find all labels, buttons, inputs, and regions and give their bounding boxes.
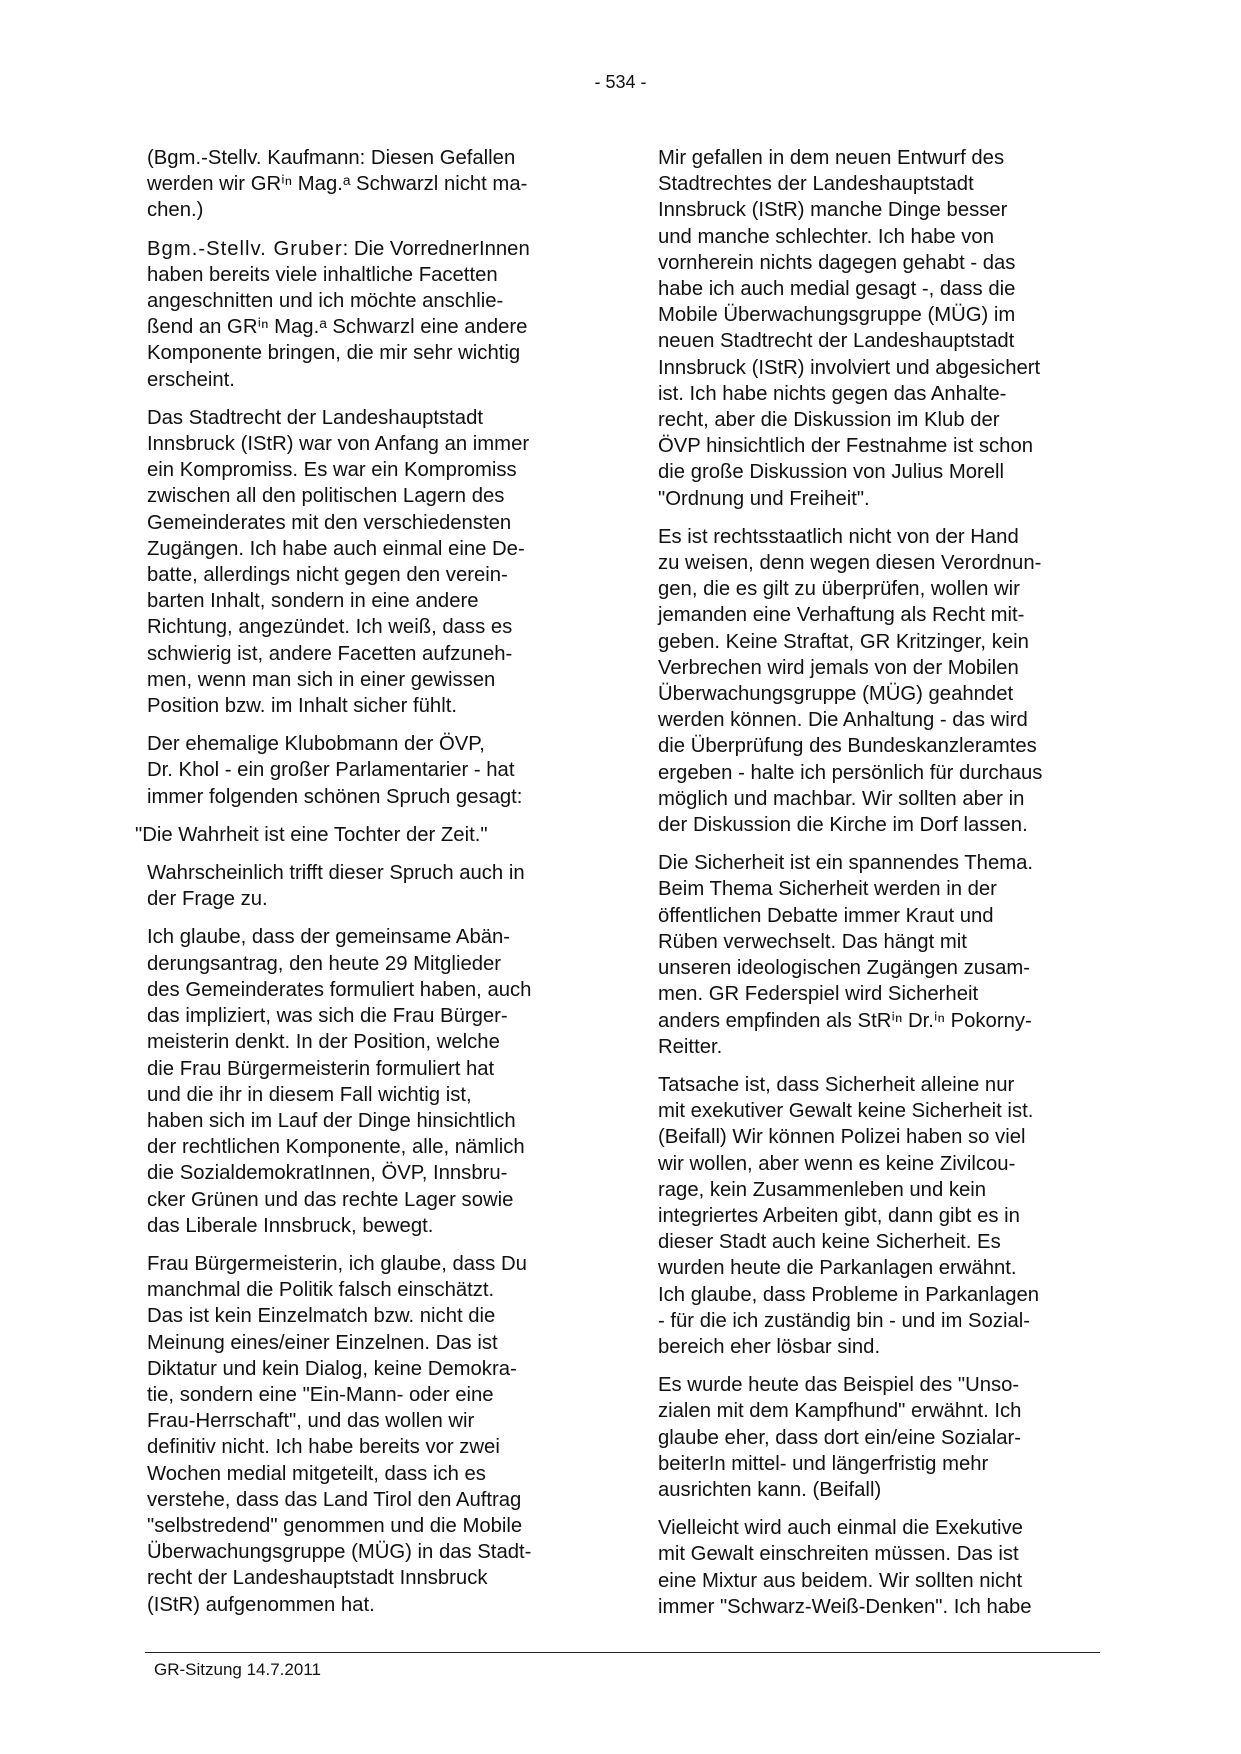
paragraph — [147, 236, 585, 393]
footer-text: GR-Sitzung 14.7.2011 — [154, 1660, 321, 1679]
right-column — [658, 145, 1098, 1632]
speaker-name: Bgm.-Stellv. Gruber — [147, 237, 343, 260]
paragraph: Vielleicht wird auch einmal die Exekutive mit Gewalt einschreiten müssen. Das ist eine Mixtur aus beidem. Wir sollten nicht immer "Schwarz-Weiß-Denken". Ich habe — [658, 1517, 1032, 1618]
paragraph: Tatsache ist, dass Sicherheit alleine nur mit exekutiver Gewalt keine Sicherheit ist. (Beifall) Wir können Polizei haben so viel wir wollen, aber wenn es keine Zivilcou- rage, kein Zusammenleben und kein integriertes Arbeiten gibt, dann gibt es in dieser Stadt auch keine Sicherheit. Es wurden heute die Parkanlagen erwähnt. Ich glaube, dass Probleme in Parkanlagen - für die ich zuständig bin - und im Sozial- bereich eher lösbar sind. — [658, 1073, 1040, 1358]
paragraph: Es wurde heute das Beispiel des "Unso- zialen mit dem Kampfhund" erwähnt. Ich glaube eher, dass dort ein/eine Sozialar- beiterIn mittel- und längerfristig mehr ausrichten kann. (Beifall) — [658, 1374, 1022, 1501]
left-column — [135, 145, 585, 1630]
paragraph: Frau Bürgermeisterin, ich glaube, dass Du manchmal die Politik falsch einschätzt. Das ist kein Einzelmatch bzw. nicht die Meinung eines/einer Einzelnen. Das ist Diktatur und kein Dialog, keine Demokra- tie, sondern eine "Ein-Mann- oder eine Frau-Herrschaft", und das wollen wir definitiv nicht. Ich habe bereits vor zwei Wochen medial mitgeteilt, dass ich es verstehe, dass das Land Tirol den Auftrag "selbstredend" genommen und die Mobile Überwachungsgruppe (MÜG) in das Stadt- recht der Landeshauptstadt Innsbruck (IStR) aufgenommen hat. — [147, 1252, 532, 1616]
paragraph: Es ist rechtsstaatlich nicht von der Hand zu weisen, denn wegen diesen Verordnun- gen, die es gilt zu überprüfen, wollen wir jemanden eine Verhaftung als Recht mit- geben. Keine Straftat, GR Kritzinger, kein Verbrechen wird jemals von der Mobilen Überwachungsgruppe (MÜG) geahndet werden können. Die Anhaltung - das wird die Überprüfung des Bundeskanzleramtes ergeben - halte ich persönlich für durchaus möglich und machbar. Wir sollten aber in der Diskussion die Kirche im Dorf lassen. — [658, 525, 1043, 837]
paragraph: Wahrscheinlich trifft dieser Spruch auch in der Frage zu. — [147, 862, 525, 911]
footer-divider — [145, 1652, 1100, 1653]
quote: "Die Wahrheit ist eine Tochter der Zeit." — [135, 823, 488, 846]
paragraph: Mir gefallen in dem neuen Entwurf des Stadtrechtes der Landeshauptstadt Innsbruck (IStR) manche Dinge besser und manche schlechter. Ich habe von vornherein nichts dagegen gehabt - das habe ich auch medial gesagt -, dass die Mobile Überwachungsgruppe (MÜG) im neuen Stadtrecht der Landeshauptstadt Innsbruck (IStR) involviert und abgesichert ist. Ich habe nichts gegen das Anhalte- recht, aber die Diskussion im Klub der ÖVP hinsichtlich der Festnahme ist schon die große Diskussion von Julius Morell "Ordnung und Freiheit". — [658, 147, 1041, 510]
paragraph: (Bgm.-Stellv. Kaufmann: Diesen Gefallen werden wir GRⁱⁿ Mag.ᵃ Schwarzl nicht ma- chen.) — [147, 147, 528, 222]
paragraph: Das Stadtrecht der Landeshauptstadt Innsbruck (IStR) war von Anfang an immer ein Kompromiss. Es war ein Kompromiss zwischen all den politischen Lagern des Gemeinderates mit den verschiedensten Zugängen. Ich habe auch einmal eine De- batte, allerdings nicht gegen den verein- barten Inhalt, sondern in eine andere Richtung, angezündet. Ich weiß, dass es schwierig ist, andere Facetten aufzuneh- men, wenn man sich in einer gewissen Position bzw. im Inhalt sicher fühlt. — [147, 406, 530, 718]
paragraph-text: : Die VorrednerInnen haben bereits viele inhaltliche Facetten angeschnitten und ich möchte anschlie- ßend an GRⁱⁿ Mag.ᵃ Schwarzl eine andere Komponente bringen, die mir sehr wichtig erscheint. — [147, 237, 530, 391]
paragraph: Die Sicherheit ist ein spannendes Thema. Beim Thema Sicherheit werden in der öffentlichen Debatte immer Kraut und Rüben verwechselt. Das hängt mit unseren ideologischen Zugängen zusam- men. GR Federspiel wird Sicherheit anders empfinden als StRⁱⁿ Dr.ⁱⁿ Pokorny- Reitter. — [658, 852, 1034, 1058]
paragraph: Ich glaube, dass der gemeinsame Abän- derungsantrag, den heute 29 Mitglieder des Gemeinderates formuliert haben, auch das impliziert, was sich die Frau Bürger- meisterin denkt. In der Position, welche die Frau Bürgermeisterin formuliert hat und die ihr in diesem Fall wichtig ist, haben sich im Lauf der Dinge hinsichtlich der rechtlichen Komponente, alle, nämlich die SozialdemokratInnen, ÖVP, Innsbru- cker Grünen und das rechte Lager sowie das Liberale Innsbruck, bewegt. — [147, 926, 532, 1237]
paragraph: Der ehemalige Klubobmann der ÖVP, Dr. Khol - ein großer Parlamentarier - hat immer folgenden schönen Spruch gesagt: — [147, 733, 523, 808]
page-number: - 534 - — [594, 72, 647, 92]
